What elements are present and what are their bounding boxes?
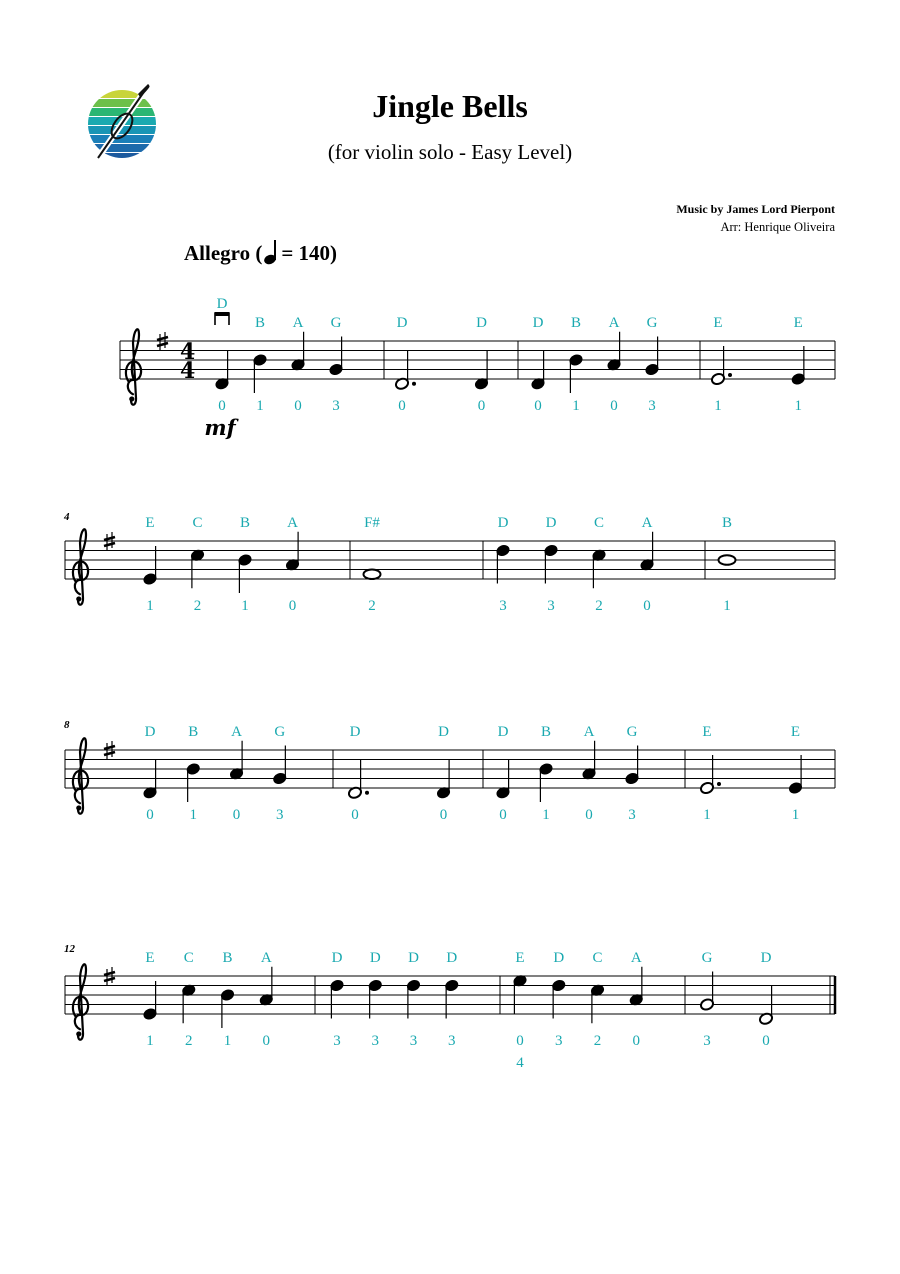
time-signature-numerator: 4 xyxy=(180,339,196,365)
note-name-label: D xyxy=(331,950,343,966)
finger-number: 1 xyxy=(256,398,264,414)
finger-number: 0 xyxy=(398,398,406,414)
finger-number: 1 xyxy=(714,398,722,414)
note-name-label: E xyxy=(145,950,155,966)
note-name-label: G xyxy=(701,950,713,966)
finger-number: 2 xyxy=(185,1033,193,1049)
note-name-label: A xyxy=(583,724,595,740)
note-name-label: A xyxy=(231,724,242,740)
note-name-label: B xyxy=(222,950,233,966)
down-bow-bar xyxy=(215,312,229,316)
note-name-label: D xyxy=(216,296,228,312)
finger-number: 2 xyxy=(595,598,603,614)
finger-number: 0 xyxy=(288,598,297,614)
finger-number: 0 xyxy=(294,398,302,414)
treble-clef-dot xyxy=(76,596,81,601)
finger-number: 0 xyxy=(610,398,618,414)
note-name-label: E xyxy=(713,315,723,331)
finger-number: 0 xyxy=(439,807,448,823)
finger-number-alt: 4 xyxy=(516,1055,524,1071)
staff-system xyxy=(64,943,835,1071)
note-name-label: D xyxy=(438,724,449,740)
note-name-label: D xyxy=(476,315,487,331)
note-name-label: G xyxy=(646,315,658,331)
dotted-rhythm-dot xyxy=(412,382,416,386)
note-name-label: D xyxy=(760,950,772,966)
note-name-label: E xyxy=(790,724,801,740)
finger-number: 0 xyxy=(262,1033,270,1049)
note-name-label: D xyxy=(396,315,408,331)
tempo-text: Allegro ( xyxy=(184,241,263,265)
note-name-label: A xyxy=(287,515,298,531)
note-name-label: A xyxy=(641,515,653,531)
finger-number: 3 xyxy=(371,1033,379,1049)
note-name-label: F# xyxy=(364,515,380,531)
note-name-label: D xyxy=(144,724,156,740)
finger-number: 1 xyxy=(723,598,731,614)
finger-number: 1 xyxy=(146,1033,154,1049)
finger-number: 0 xyxy=(534,398,542,414)
measure-number: 12 xyxy=(64,943,75,955)
note-name-label: D xyxy=(497,724,509,740)
note-name-label: C xyxy=(593,515,605,531)
staff-system xyxy=(63,511,835,614)
finger-number: 3 xyxy=(703,1033,711,1049)
dotted-rhythm-dot xyxy=(717,782,721,786)
finger-number: 0 xyxy=(632,1033,640,1049)
note-name-label: B xyxy=(721,515,733,531)
note-name-label: A xyxy=(292,315,304,331)
note-name-label: A xyxy=(630,950,642,966)
finger-number: 2 xyxy=(368,598,376,614)
note-name-label: B xyxy=(540,724,552,740)
note-name-label: D xyxy=(369,950,381,966)
note-name-label: G xyxy=(330,315,342,331)
note-name-label: C xyxy=(192,515,203,531)
dotted-rhythm-dot xyxy=(365,791,369,795)
note-name-label: D xyxy=(497,515,509,531)
finger-number: 0 xyxy=(762,1033,770,1049)
measure-number: 8 xyxy=(64,719,70,731)
finger-number: 3 xyxy=(547,598,555,614)
note-name-label: E xyxy=(702,724,712,740)
finger-number: 1 xyxy=(223,1033,232,1049)
note-name-label: D xyxy=(553,950,565,966)
finger-number: 0 xyxy=(643,598,651,614)
tempo-value: = 140) xyxy=(281,241,338,265)
note-name-label: B xyxy=(254,315,266,331)
finger-number: 0 xyxy=(585,807,593,823)
finger-number: 0 xyxy=(146,807,154,823)
finger-number: 3 xyxy=(648,398,656,414)
finger-number: 3 xyxy=(276,807,284,823)
arranger-credit: Arr: Henrique Oliveira xyxy=(720,220,835,234)
finger-number: 0 xyxy=(218,398,226,414)
finger-number: 1 xyxy=(241,598,249,614)
treble-clef-dot xyxy=(76,805,81,810)
note-head xyxy=(719,555,736,565)
note-name-label: E xyxy=(793,315,803,331)
time-signature-denominator: 4 xyxy=(180,358,196,384)
finger-number: 3 xyxy=(555,1033,563,1049)
page-title: Jingle Bells xyxy=(372,88,528,124)
staff-system xyxy=(120,296,835,440)
finger-number: 3 xyxy=(333,1033,341,1049)
treble-clef-dot xyxy=(76,1031,81,1036)
note-head xyxy=(364,569,381,579)
finger-number: 3 xyxy=(448,1033,456,1049)
note-name-label: G xyxy=(626,724,638,740)
measure-number: 4 xyxy=(64,511,70,523)
finger-number: 0 xyxy=(232,807,241,823)
note-name-label: D xyxy=(446,950,458,966)
staff-system xyxy=(64,719,835,823)
finger-number: 2 xyxy=(193,598,202,614)
finger-number: 1 xyxy=(189,807,197,823)
finger-number: 2 xyxy=(593,1033,602,1049)
note-name-label: E xyxy=(515,950,525,966)
note-name-label: E xyxy=(145,515,155,531)
finger-number: 3 xyxy=(628,807,636,823)
finger-number: 0 xyxy=(499,807,507,823)
note-name-label: B xyxy=(239,515,251,531)
note-name-label: A xyxy=(608,315,620,331)
finger-number: 0 xyxy=(477,398,486,414)
composer-credit: Music by James Lord Pierpont xyxy=(676,202,835,216)
finger-number: 3 xyxy=(499,598,507,614)
note-name-label: G xyxy=(274,724,286,740)
note-name-label: D xyxy=(349,724,361,740)
note-name-label: A xyxy=(260,950,272,966)
finger-number: 3 xyxy=(332,398,340,414)
treble-clef-dot xyxy=(129,396,134,401)
note-name-label: B xyxy=(570,315,582,331)
finger-number: 1 xyxy=(791,807,800,823)
finger-number: 0 xyxy=(516,1033,524,1049)
finger-number: 1 xyxy=(146,598,154,614)
note-name-label: D xyxy=(532,315,544,331)
note-name-label: D xyxy=(408,950,419,966)
finger-number: 1 xyxy=(794,398,802,414)
finger-number: 1 xyxy=(542,807,550,823)
finger-number: 1 xyxy=(703,807,711,823)
dotted-rhythm-dot xyxy=(728,373,732,377)
dynamic-marking-mf: mf xyxy=(204,415,236,440)
note-name-label: C xyxy=(592,950,603,966)
finger-number: 3 xyxy=(409,1033,418,1049)
finger-number: 0 xyxy=(351,807,359,823)
page-subtitle: (for violin solo - Easy Level) xyxy=(327,140,573,164)
note-name-label: D xyxy=(545,515,557,531)
finger-number: 1 xyxy=(572,398,580,414)
note-name-label: B xyxy=(188,724,199,740)
note-name-label: C xyxy=(183,950,194,966)
